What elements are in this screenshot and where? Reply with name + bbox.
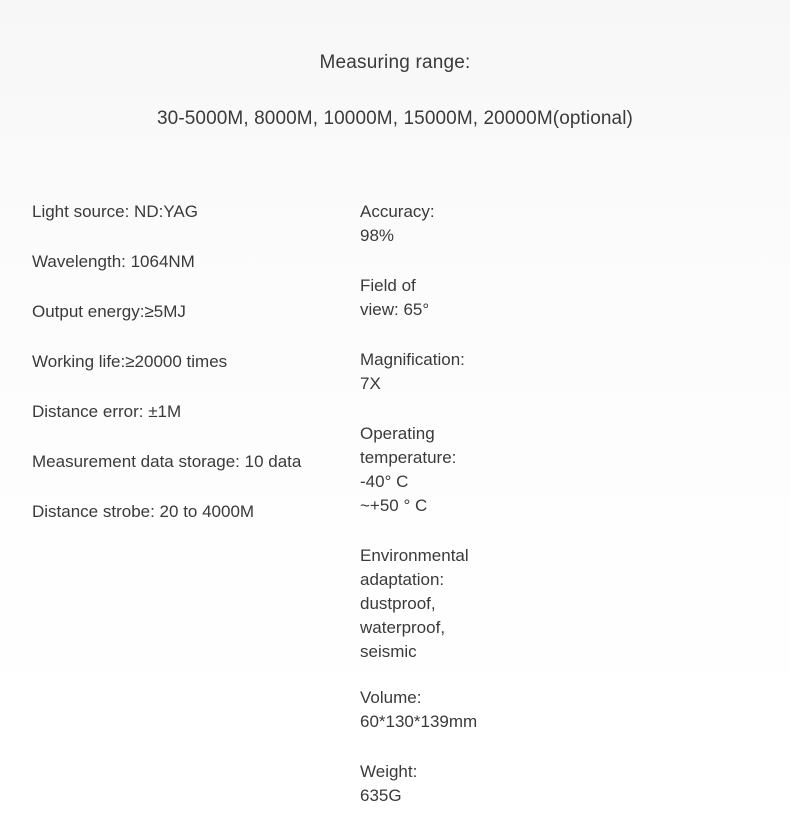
spec-measurement-data-storage: Measurement data storage: 10 data bbox=[32, 452, 302, 471]
specs-container bbox=[0, 200, 790, 834]
spec-field-of-view: Field of view: 65° bbox=[360, 276, 430, 319]
spec-light-source: Light source: ND:YAG bbox=[32, 202, 198, 221]
spec-wavelength: Wavelength: 1064NM bbox=[32, 252, 195, 271]
spec-distance-strobe: Distance strobe: 20 to 4000M bbox=[32, 502, 255, 521]
spec-weight: Weight: 635G bbox=[360, 762, 418, 805]
header-block bbox=[0, 0, 790, 130]
measuring-range-values: 30-5000M, 8000M, 10000M, 15000M, 20000M(optional) bbox=[157, 108, 633, 129]
spec-accuracy: Accuracy: 98% bbox=[360, 202, 435, 245]
spec-working-life: Working life:≥20000 times bbox=[32, 352, 228, 371]
spec-distance-error: Distance error: ±1M bbox=[32, 402, 182, 421]
spec-operating-temperature: Operating temperature: -40° C ~+50 ° C bbox=[360, 424, 457, 515]
spec-environmental-adaptation: Environmental adaptation: dustproof, waterproof, seismic bbox=[360, 546, 469, 661]
spec-output-energy: Output energy:≥5MJ bbox=[32, 302, 186, 321]
spec-volume: Volume: 60*130*139mm bbox=[360, 688, 478, 731]
specs-right-column bbox=[2, 200, 478, 834]
page-title: Measuring range: bbox=[319, 52, 471, 73]
spec-magnification: Magnification: 7X bbox=[360, 350, 465, 393]
